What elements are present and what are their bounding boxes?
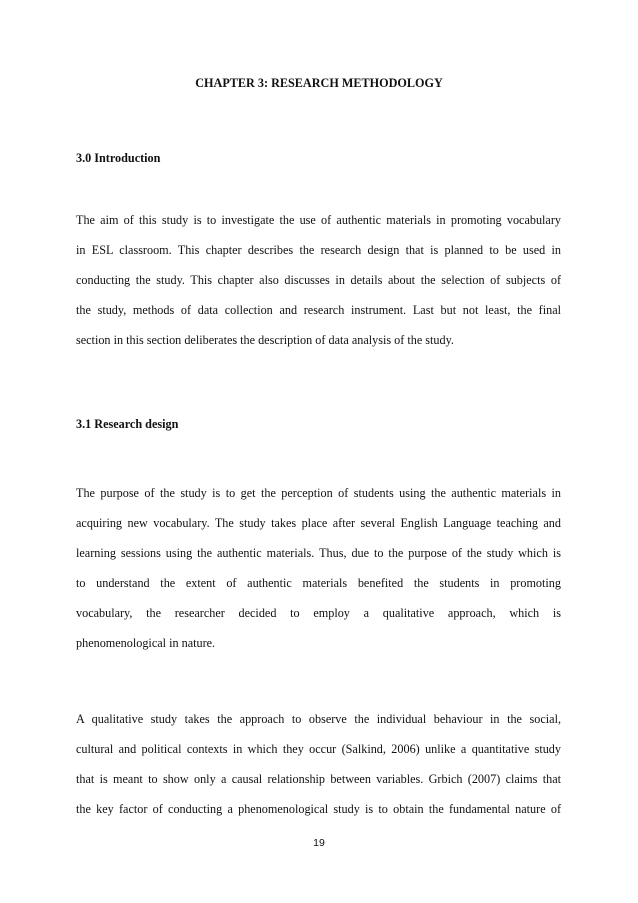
chapter-title: CHAPTER 3: RESEARCH METHODOLOGY [195, 76, 443, 90]
paragraph-research-design-purpose [76, 485, 561, 665]
paragraph-line: vocabulary, the researcher decided to employ a qualitative approach, which is [76, 606, 561, 620]
paragraph-line: section in this section deliberates the description of data analysis of the study. [76, 333, 454, 347]
paragraph-line: A qualitative study takes the approach to observe the individual behaviour in the social, [76, 712, 561, 726]
paragraph-line: cultural and political contexts in which they occur (Salkind, 2006) unlike a quantitative study [76, 742, 561, 756]
paragraph-line: The aim of this study is to investigate the use of authentic materials in promoting vocabulary [76, 213, 561, 227]
paragraph-line: conducting the study. This chapter also discusses in details about the selection of subjects of [76, 273, 561, 287]
paragraph-introduction [76, 212, 561, 362]
paragraph-line: learning sessions using the authentic materials. Thus, due to the purpose of the study which is [76, 546, 561, 560]
paragraph-line: that is meant to show only a causal relationship between variables. Grbich (2007) claims that [76, 772, 561, 786]
page-number: 19 [313, 837, 325, 849]
paragraph-line: the key factor of conducting a phenomenological study is to obtain the fundamental nature of [76, 802, 561, 816]
paragraph-line: the study, methods of data collection and research instrument. Last but not least, the final [76, 303, 561, 317]
paragraph-line: phenomenological in nature. [76, 636, 216, 650]
section-heading-research-design: 3.1 Research design [76, 417, 179, 431]
section-heading-introduction: 3.0 Introduction [76, 151, 161, 165]
paragraph-line: to understand the extent of authentic materials benefited the students in promoting [76, 576, 561, 590]
paragraph-qualitative-study [76, 711, 561, 831]
paragraph-line: acquiring new vocabulary. The study takes place after several English Language teaching and [76, 516, 561, 530]
paragraph-line: The purpose of the study is to get the perception of students using the authentic materials in [76, 486, 561, 500]
paragraph-line: in ESL classroom. This chapter describes the research design that is planned to be used in [76, 243, 561, 257]
